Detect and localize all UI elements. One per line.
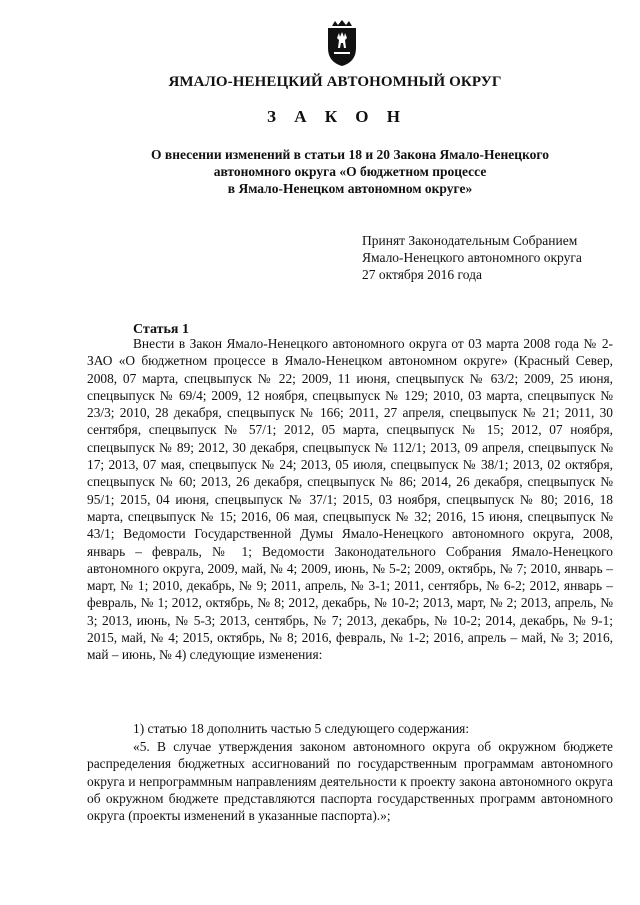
adoption-line: Ямало-Ненецкого автономного округа xyxy=(362,250,582,265)
article-item-1: 1) статью 18 дополнить частью 5 следующего содержания: xyxy=(133,721,470,736)
article-item-1-quote: «5. В случае утверждения законом автономного округа об окружном бюджете распределения бюджетных ассигнований по государственным программам автономного округа и непрограммным направлениям деятельности к проекту закона автономного округа об окружном бюджете представляются паспорта государственных программ автономного округа (проекты изменений в указанные паспорта).»; xyxy=(87,739,613,824)
region-name: ЯМАЛО-НЕНЕЦКИЙ АВТОНОМНЫЙ ОКРУГ xyxy=(168,74,502,90)
law-title xyxy=(110,146,590,197)
coat-of-arms-icon xyxy=(320,18,364,68)
law-title-line: автономного округа «О бюджетном процессе xyxy=(213,164,487,179)
law-title-line: О внесении изменений в статьи 18 и 20 Закона Ямало-Ненецкого xyxy=(151,147,549,162)
law-title-line: в Ямало-Ненецком автономном округе» xyxy=(227,181,473,196)
article-heading: Статья 1 xyxy=(133,322,189,337)
adoption-note xyxy=(362,232,622,283)
article-intro-paragraph: Внести в Закон Ямало-Ненецкого автономного округа от 03 марта 2008 года № 2-ЗАО «О бюджетном процессе в Ямало-Ненецком автономном округе» (Красный Север, 2008, 07 марта, спецвыпуск № 22; 2009, 11 июня, спецвыпуск № 63/2; 2009, 25 июня, спецвыпуск № 69/4; 2009, 12 ноября, спецвыпуск № 129; 2010, 03 марта, спецвыпуск № 23/3; 2010, 28 декабря, спецвыпуск № 166; 2011, 27 апреля, спецвыпуск № 21; 2011, 30 сентября, спецвыпуск № 57/1; 2012, 05 марта, спецвыпуск № 15; 2012, 07 ноября, спецвыпуск № 89; 2012, 30 декабря, спецвыпуск № 112/1; 2013, 09 апреля, спецвыпуск № 17; 2013, 07 мая, спецвыпуск № 24; 2013, 05 июля, спецвыпуск № 38/1; 2013, 02 октября, спецвыпуск № 60; 2013, 26 декабря, спецвыпуск № 86; 2014, 26 декабря, спецвыпуск № 95/1; 2015, 04 июня, спецвыпуск № 37/1; 2015, 03 ноября, спецвыпуск № 80; 2016, 18 марта, спецвыпуск № 15; 2016, 06 мая, спецвыпуск № 32; 2016, 15 июня, спецвыпуск № 43/1; Ведомости Государственной Думы Ямало-Ненецкого автономного округа, 2008, январь – февраль, № 1; Ведомости Законодательного Собрания Ямало-Ненецкого автономного округа, 2009, май, № 4; 2009, июнь, № 5-2; 2009, октябрь, № 7; 2010, январь – март, № 1; 2010, декабрь, № 9; 2011, апрель, № 3-1; 2011, сентябрь, № 6-2; 2012, январь – февраль, № 1; 2012, октябрь, № 8; 2012, декабрь, № 10-2; 2013, март, № 2; 2013, апрель, № 3; 2013, июнь, № 5-3; 2013, сентябрь, № 7; 2013, декабрь, № 10-2; 2014, декабрь, № 9-1; 2015, май, № 4; 2015, октябрь, № 8; 2016, февраль, № 1-2; 2016, апрель – май, № 3; 2016, май – июнь, № 4) следующие изменения: xyxy=(87,336,613,663)
document-type: З А К О Н xyxy=(266,107,408,126)
adoption-line: Принят Законодательным Собранием xyxy=(362,233,578,248)
adoption-date: 27 октября 2016 года xyxy=(362,267,482,282)
